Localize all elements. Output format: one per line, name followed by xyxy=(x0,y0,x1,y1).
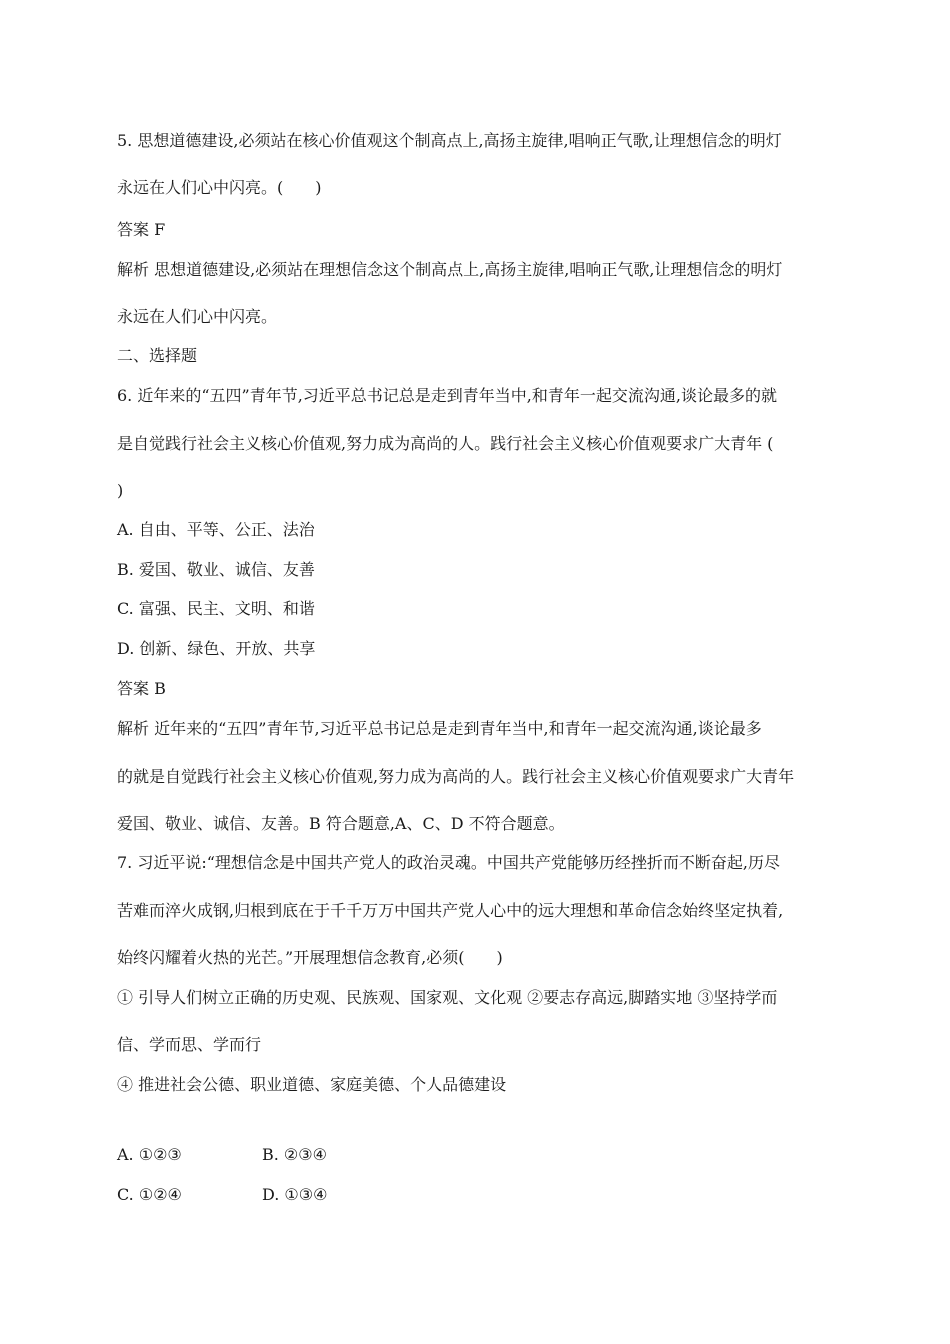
q6-option-c: C. 富强、民主、文明、和谐 xyxy=(117,599,315,618)
q6-stem-line-1: 6. 近年来的“五四”青年节,习近平总书记总是走到青年当中,和青年一起交流沟通,谈论最多的就 xyxy=(117,386,777,405)
q7-option-b: B. ②③④ xyxy=(262,1145,327,1164)
q7-option-d: D. ①③④ xyxy=(262,1185,328,1204)
q6-stem-line-3: ) xyxy=(117,481,124,500)
q7-item-line-1: ① 引导人们树立正确的历史观、民族观、国家观、文化观 ②要志存高远,脚踏实地 ③坚持学而 xyxy=(117,988,778,1007)
q5-answer: 答案 F xyxy=(117,220,166,239)
q6-stem-line-2: 是自觉践行社会主义核心价值观,努力成为高尚的人。践行社会主义核心价值观要求广大青年 ( xyxy=(117,434,774,453)
q5-stem-line-1: 5. 思想道德建设,必须站在核心价值观这个制高点上,高扬主旋律,唱响正气歌,让理想信念的明灯 xyxy=(117,131,782,150)
q5-analysis-line-1: 解析 思想道德建设,必须站在理想信念这个制高点上,高扬主旋律,唱响正气歌,让理想信念的明灯 xyxy=(117,260,783,279)
q7-item-line-2: 信、学而思、学而行 xyxy=(117,1035,262,1054)
q6-option-d: D. 创新、绿色、开放、共享 xyxy=(117,639,316,658)
q6-option-a: A. 自由、平等、公正、法治 xyxy=(117,520,315,539)
q6-analysis-line-3: 爱国、敬业、诚信、友善。B 符合题意,A、C、D 不符合题意。 xyxy=(117,814,565,833)
q7-stem-line-2: 苦难而淬火成钢,归根到底在于千千万万中国共产党人心中的远大理想和革命信念始终坚定执着, xyxy=(117,901,784,920)
q6-analysis-line-2: 的就是自觉践行社会主义核心价值观,努力成为高尚的人。践行社会主义核心价值观要求广大青年 xyxy=(117,767,795,786)
q6-answer: 答案 B xyxy=(117,679,166,698)
q7-option-c: C. ①②④ xyxy=(117,1185,182,1204)
q6-analysis-line-1: 解析 近年来的“五四”青年节,习近平总书记总是走到青年当中,和青年一起交流沟通,谈论最多 xyxy=(117,719,762,738)
q5-analysis-line-2: 永远在人们心中闪亮。 xyxy=(117,307,278,326)
q7-stem-line-3: 始终闪耀着火热的光芒。”开展理想信念教育,必须( ) xyxy=(117,948,503,967)
q7-option-a: A. ①②③ xyxy=(117,1145,182,1164)
q7-stem-line-1: 7. 习近平说:“理想信念是中国共产党人的政治灵魂。中国共产党能够历经挫折而不断奋起,历尽 xyxy=(117,853,781,872)
q7-item-line-3: ④ 推进社会公德、职业道德、家庭美德、个人品德建设 xyxy=(117,1075,507,1094)
q5-stem-line-2: 永远在人们心中闪亮。( ) xyxy=(117,178,322,197)
q6-option-b: B. 爱国、敬业、诚信、友善 xyxy=(117,560,315,579)
section-title: 二、选择题 xyxy=(117,346,198,365)
